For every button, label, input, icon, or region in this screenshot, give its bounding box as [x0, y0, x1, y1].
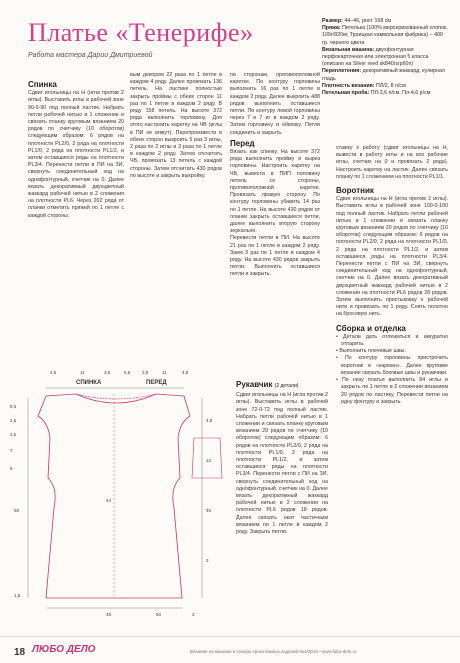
- assembly-item-text: Детали дать отлежаться и аккуратно отпарить.: [341, 333, 448, 348]
- back-instructions-3: по сторонам, противоположной каретке. По контуру горловины выполнить 16 раз по 1 петле в каждом 2 ряду. Далее выкроить 488 рядов выполнить оставшиеся петли. По контуру левой горловины через 7 и 7 иг в каждом 2 ряду. Затем горловину и обвязку. Петли соединить и закрыть.: [230, 72, 320, 136]
- collar-intro: стажку к работу (сдвиг игольницы на Н, вывести в работу иглы и на все рабочие иглы, счетчик на 0 и провязать 2 ряда). Настроить каретку на ластик. Далее связать планку по 1 сложением на плотности PL1/1.: [336, 145, 448, 180]
- assembly-item: • По низу платья выполнить 84 иглы и закрыть по 1 петле в 2 сложении вязанием 20 рядов по ластику. Перевести петли на одну фонтуру и закрыть.: [336, 377, 448, 405]
- collar-instructions: Сдвиг игольницы на Н (игла против 2 иглы). Выставить иглы в рабочей зоне 100-0-100 под полный ластик. Набрать петли рабочей нитью в 1 сложении и связать планку круговым вязанием 20 рядов по счетчику (10 оборотов) следующим образом: 6 рядов на плотности PL2/0, 2 ряда на плотности PL1/0, 2 ряда на плотности PL1/2, и затем оставшиеся ряды на плотности PL3/4. Перенести петли с ПИ на ЗИ, свернуть соединительный ход на однофонтурный, счетчик на 0. Далее вязать декоративный двухцветный жаккард рабочей нитью в 2 сложении на плотности PL6 рядов 28 рядов. Затем выполнить пристыковку к рабочей нити и провязать по 1 ряду. Снять полотно на бросовую нить.: [336, 196, 448, 318]
- page-number: 18: [14, 647, 26, 658]
- dim-label: 4,5: [206, 418, 213, 423]
- dim-label: 3: [192, 612, 195, 617]
- back-instructions: Сдвиг игольницы на Н (игла против 2 иглы). Выставить иглы в рабочей зоне 90-0-90 под полный ластик. Набрать петли рабочей нитью в 1 сложение и связать планку круговым вязанием 20 рядов по счетчику (10 оборотов) следующим образом: 6 рядов на плотности PL2/0, 2 ряда на плотности PL1/0, 2 ряда на плотности PL1/2, и затем оставшиеся ряды на плотности PL3/4. Перенести петли в ПИ на ЗИ, свернуть соединительный ход на однофонтурный, счетчик на 0. Далее вязать декоративный двухцветный жаккард рабочей нитью в 2 сложения на плотности PL6. Через 202 ряда от планки отметить пряжей по 1 петле с каждой стороны.: [28, 90, 124, 219]
- section-title-back: Спинка: [28, 80, 57, 89]
- section-title-front: Перед: [230, 138, 255, 148]
- materials-box: [322, 18, 450, 97]
- assembly-item-text: По контуру горловины пристрочить воротник в «карман». Далее круговое вязание связать боковые швы и рукавчики.: [341, 355, 448, 376]
- weave-label: Переплетения:: [322, 68, 362, 75]
- diagram-label-front: ПЕРЕД: [146, 380, 167, 386]
- section-title-sleeve: [236, 381, 328, 390]
- front-instructions-2: Перевести петли в ПИ. На высоте 21 раз по 1 петле в каждом 2 ряду. Заем 3 раз по 1 петле в каждом 4 ряду. На высоте 430 рядов закрыть петли. Выполнить оставшиеся петли и закрыть.: [230, 235, 320, 278]
- column-sleeve: [236, 378, 328, 536]
- dim-label: 3: [206, 558, 209, 563]
- page-title: Платье «Тенерифе»: [28, 18, 254, 47]
- column-back-neck: [230, 72, 320, 279]
- dim-label: 68: [14, 508, 20, 513]
- section-title-collar: Воротник: [336, 186, 374, 196]
- dim-label: 11: [80, 370, 85, 375]
- density-label: Плотность вязания:: [322, 82, 375, 89]
- sleeve-subtitle: (2 детали): [274, 383, 299, 389]
- dim-label: 4,5: [50, 370, 57, 375]
- assembly-item-text: По низу платья выполнить 84 иглы и закрыть по 1 петле в 2 сложении вязанием 20 рядов по ластику. Перевести петли на одну фонтуру и закрыть.: [341, 377, 448, 405]
- page-footer: [0, 636, 460, 663]
- assembly-item: • Детали дать отлежаться и аккуратно отпарить.: [336, 333, 448, 348]
- density-value: ПЛ/2, 8 п/см: [376, 82, 406, 89]
- assembly-item: • Выполнить плечевые швы.: [336, 348, 406, 355]
- dim-label: 3,5: [104, 370, 111, 375]
- sleeve-instructions: Сдвиг игольницы на Н (игла против 2 иглы). Выставить иглы в рабочей зоне 72-0-72 под полный ластик. Набрать петли рабочей нитью в 1 сложении и связать планку круговым вязанием 20 рядов по счетчику (10 оборотов) следующим образом: 6 рядов на плотности PL2/0, 2 ряда на плотности PL1/0, 2 ряда на плотности PL1/2, и затем оставшиеся ряды на плотности PL3/4. Перенести петли с ПИ на ЗИ, свернуть соединительный ход на однофонтурный, счетчик на 0. Далее вязать декоративный жаккард рабочей нитью в 2 сложении на плотности PL6 рядов 18 рядов. Далее связать окат частичным вязанием по 1 петле в каждом 2 ряду. Закрыть петли.: [236, 392, 328, 536]
- sample-value: ПЛ-3,6 п/см, Пл-4,6 р/см: [370, 90, 431, 97]
- sample-label: Петельная проба:: [322, 90, 370, 97]
- dim-label: 3,5: [142, 370, 149, 375]
- dim-label: 12: [206, 458, 212, 463]
- column-back-continued: [130, 72, 222, 180]
- dim-label: 48: [106, 612, 112, 617]
- pattern-diagram: [6, 358, 236, 628]
- dim-label: 11: [162, 370, 167, 375]
- dim-label: 1,5: [14, 593, 21, 598]
- column-back: [28, 78, 124, 220]
- magazine-logo: ЛЮБО ДЕЛО: [32, 644, 96, 655]
- yarn-value: Петелька (100% мерсеризованный хлопок, 100г/820м; Троицкая камвольная фабрика) – 400 гр. черного цвета: [322, 25, 448, 46]
- size-label: Размер:: [322, 18, 343, 24]
- size-value: 44–46, рост 168 см: [344, 18, 392, 24]
- dim-label: 1,5: [10, 432, 17, 437]
- dim-label: 5,5: [10, 404, 17, 409]
- dim-label: 7: [10, 448, 13, 453]
- author-credit: Работа мастера Дарии Дмитриевой: [28, 52, 153, 59]
- dim-label: 4,5: [182, 370, 189, 375]
- assembly-item: • По контуру горловины пристрочить воротник в «карман». Далее круговое вязание связать боковые швы и рукавчики.: [336, 355, 448, 376]
- back-instructions-2: вым декором 22 раза по 1 петле в каждом 4 ряду. Далее провязать 136 петель. На ластике полностью закрыть проймы с обеих сторон 11 раз по 1 петле в каждом 2 ряду. В ряду 158 петель. На высоте 372 ряда выполнить горловину. Для этого настроить каретку на ЧВ (иглы в ПИ не вяжут). Перепроизвести в обеих сторон выкроить 5 раз 3 иглы, 2 раза по 2 иглы и 3 раза по 1 петле в каждом 2 ряду. Затем отсчитать ЧВ, провязать 13 петель с каждой стороны. Затем отсчитать 430 рядов по высоте и закрыть выкройку.: [130, 72, 222, 179]
- dim-label: 5,5: [124, 370, 131, 375]
- assembly-item-text: Выполнить плечевые швы.: [339, 348, 406, 355]
- footer-note: Вязание на машине и спицах-трикотажных изделий №4/2015 • www.lubo-delo.ru: [190, 649, 357, 654]
- dim-label: 45: [206, 508, 212, 513]
- pattern-outline-svg: [6, 358, 236, 628]
- yarn-label: Пряжа:: [322, 25, 341, 32]
- machine-value: двухфонтурная перфокарточная или электронная 5 класса (описано на Silver reed sk840/srp60n): [322, 46, 429, 68]
- sleeve-title-text: Рукавчик: [236, 380, 273, 389]
- dim-label: 2,5: [10, 418, 17, 423]
- dim-label: 6: [10, 466, 13, 471]
- weave-value: декоративный жаккард, кулирная гладь: [322, 68, 445, 82]
- diagram-label-back: СПИНКА: [76, 380, 102, 386]
- section-title-assembly: Сборка и отделка: [336, 323, 406, 333]
- machine-label: Вязальная машина:: [322, 46, 375, 53]
- dim-label: 50: [156, 612, 162, 617]
- dim-label: 44: [106, 498, 112, 503]
- front-instructions: Вязать как спинку. На высоте 372 ряда выполнить пройму и вырез горловины. Настроить каретку на ЧВ, вывести в ПИП половину петель со стороны, противоположной каретке. Провязать правую сторону. По контуру горловины убавить 14 раз по 1 петле. На высоте 430 рядов от планки закрыть оставшиеся петли, далее выполнить вторую сторону зеркально.: [230, 149, 320, 235]
- column-collar: [336, 145, 448, 406]
